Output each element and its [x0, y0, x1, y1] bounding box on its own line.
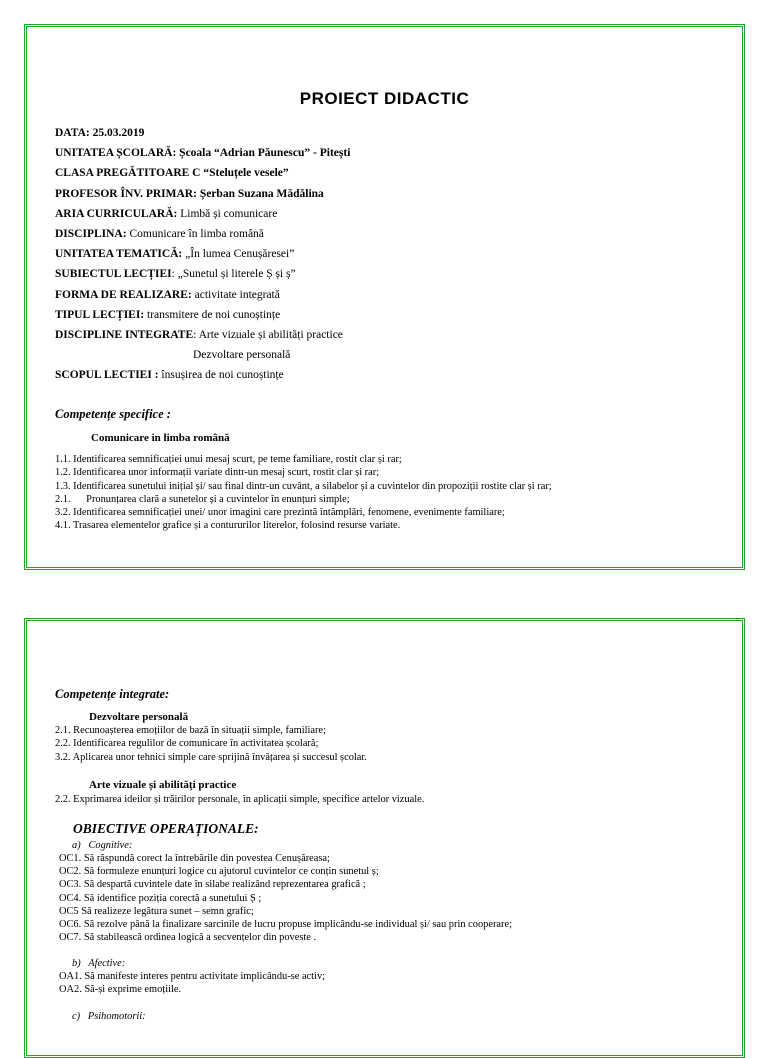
affective-subheading: b) Afective: [72, 958, 126, 969]
meta-row-integrated-disciplines: DISCIPLINE INTEGRATE: Arte vizuale și abilități practice [55, 328, 343, 341]
personal-development-subheading: Dezvoltare personală [89, 711, 189, 723]
list-item: OC1. Să răspundă corect la întrebările din povestea Cenușăreasa; [59, 853, 330, 864]
meta-row-teacher: PROFESOR ÎNV. PRIMAR: Șerban Suzana Mădălina [55, 187, 324, 200]
meta-row-integrated-disciplines-cont: Dezvoltare personală [193, 349, 291, 362]
document-title: PROIECT DIDACTIC [299, 89, 470, 108]
specific-competences-list [55, 453, 745, 533]
list-item: OC7. Să stabilească ordinea logică a secvențelor din poveste . [59, 932, 317, 944]
list-item: 3.2. Identificarea semnificației unei/ unor imagini care prezintă întâmplări, fenomene, evenimente familiare; [55, 507, 505, 519]
list-item: 2.1. Pronunțarea clară a sunetelor și a cuvintelor în enunțuri simple; [55, 493, 350, 505]
list-item: OC6. Să rezolve până la finalizare sarcinile de lucru propuse implicându-se individual și/ sau prin cooperare; [59, 919, 512, 931]
list-item: OC5 Să realizeze legătura sunet – semn grafic; [59, 905, 254, 917]
specific-competences-heading: Competențe specifice : [55, 407, 171, 421]
list-item: 2.1. Recunoașterea emoțiilor de bază în situații simple, familiare; [55, 725, 326, 736]
cognitive-subheading: a) Cognitive: [72, 840, 133, 851]
list-item: 2.2. Identificarea regulilor de comunicare în activitatea școlară; [55, 738, 319, 750]
meta-row-class: CLASA PREGĂTITOARE C “Steluțele vesele” [55, 167, 289, 180]
meta-row-lesson-subject: SUBIECTUL LECȚIEI: „Sunetul și literele Ș și ș” [55, 268, 296, 281]
list-item: OC2. Să formuleze enunțuri logice cu ajutorul cuvintelor ce conțin sunetul ș; [59, 866, 379, 878]
document-page-1 [24, 24, 745, 570]
list-item: 2.2. Exprimarea ideilor și trăirilor personale, în aplicații simple, specifice artelor vizuale. [55, 794, 425, 805]
document-page-2 [24, 618, 745, 1058]
meta-row-lesson-scope: SCOPUL LECTIEI : însușirea de noi cunoștințe [55, 369, 284, 382]
operational-objectives-heading: OBIECTIVE OPERAȚIONALE: [73, 821, 259, 836]
list-item: OC4. Să identifice poziția corectă a sunetului Ș ; [59, 892, 262, 904]
meta-row-date: DATA: 25.03.2019 [55, 127, 145, 139]
personal-development-list [55, 724, 745, 764]
meta-row-school: UNITATEA ȘCOLARĂ: Școala “Adrian Păunescu” - Pitești [55, 147, 351, 160]
list-item: OA2. Să-și exprime emoțiile. [59, 984, 182, 996]
visual-arts-subheading: Arte vizuale și abilități practice [89, 779, 237, 791]
visual-arts-list [55, 793, 745, 806]
list-item: 1.3. Identificarea sunetului inițial și/ sau final dintr-un cuvânt, a silabelor și a cuvintelor din propoziții rostite clar și rar; [55, 480, 552, 492]
cognitive-objectives [59, 839, 739, 944]
list-item: 4.1. Trasarea elementelor grafice și a contururilor literelor, folosind resurse variate. [55, 520, 401, 532]
meta-row-lesson-type: TIPUL LECȚIEI: transmitere de noi cunoștințe [55, 308, 281, 321]
psychomotor-objectives [59, 1010, 739, 1023]
list-item: OC3. Să despartă cuvintele date în silabe realizând reprezentarea grafică ; [59, 879, 366, 891]
lesson-metadata [55, 123, 735, 385]
meta-row-discipline: DISCIPLINA: Comunicare în limba română [55, 227, 264, 240]
psychomotor-subheading: c) Psihomotorii: [72, 1011, 146, 1022]
list-item: OA1. Să manifeste interes pentru activitate implicându-se activ; [59, 971, 326, 982]
meta-row-curricular-area: ARIA CURRICULARĂ: Limbă și comunicare [55, 207, 278, 220]
romanian-communication-subheading: Comunicare in limba română [91, 432, 230, 444]
integrated-competences-heading: Competențe integrate: [55, 687, 170, 701]
list-item: 1.1. Identificarea semnificației unui mesaj scurt, pe teme familiare, rostit clar și rar; [55, 454, 402, 465]
affective-objectives [59, 957, 739, 996]
meta-row-thematic-unit: UNITATEA TEMATICĂ: „În lumea Cenușăresei” [55, 248, 295, 261]
list-item: 1.2. Identificarea unor informații variate dintr-un mesaj scurt, rostit clar și rar; [55, 467, 380, 479]
meta-row-form: FORMA DE REALIZARE: activitate integrată [55, 288, 280, 301]
list-item: 3.2. Aplicarea unor tehnici simple care sprijină învățarea și succesul școlar. [55, 751, 367, 763]
